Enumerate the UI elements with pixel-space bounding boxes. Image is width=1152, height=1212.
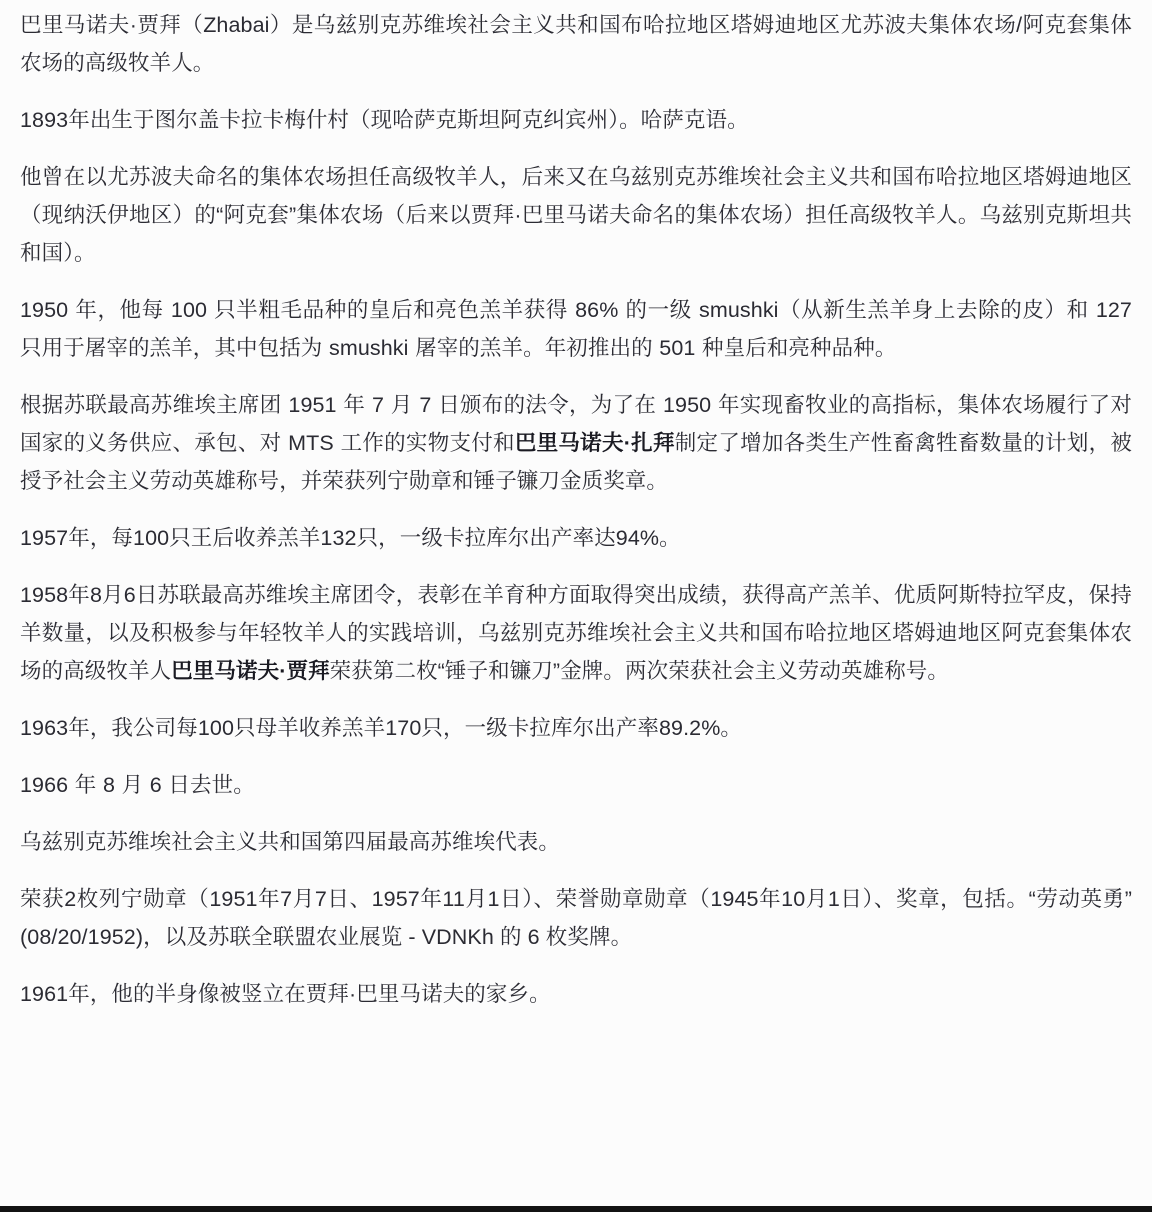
bottom-edge-bar	[0, 1206, 1152, 1212]
paragraph-year-1963: 1963年，我公司每100只母羊收养羔羊170只，一级卡拉库尔出产率89.2%。	[20, 716, 743, 740]
paragraph-decree-1958	[20, 576, 1132, 690]
paragraph-intro: 巴里马诺夫·贾拜（Zhabai）是乌兹别克苏维埃社会主义共和国布哈拉地区塔姆迪地区尤苏波夫集体农场/阿克套集体农场的高级牧羊人。	[20, 13, 1132, 75]
paragraph-birth: 1893年出生于图尔盖卡拉卡梅什村（现哈萨克斯坦阿克纠宾州）。哈萨克语。	[20, 108, 749, 132]
paragraph-decree-1951	[20, 386, 1132, 500]
text-run: 制定了增加各类生产性畜禽牲畜数量的计划，被授予社会主义劳动英雄称号，并荣获列宁勋章和锤子镰刀金质奖章。	[20, 431, 1132, 493]
emphasized-name: 巴里马诺夫·贾拜	[171, 659, 330, 683]
paragraph-death: 1966 年 8 月 6 日去世。	[20, 773, 255, 797]
paragraph-deputy: 乌兹别克苏维埃社会主义共和国第四届最高苏维埃代表。	[20, 830, 561, 854]
emphasized-name: 巴里马诺夫·扎拜	[514, 431, 675, 455]
text-run: 荣获第二枚“锤子和镰刀”金牌。两次荣获社会主义劳动英雄称号。	[329, 659, 949, 683]
paragraph-year-1957: 1957年，每100只王后收养羔羊132只，一级卡拉库尔出产率达94%。	[20, 526, 681, 550]
text-run: 1958年8月6日苏联最高苏维埃主席团令，表彰在羊育种方面取得突出成绩，获得高产羔羊、优质阿斯特拉罕皮，保持羊数量，以及积极参与年轻牧羊人的实践培训，乌兹别克苏维埃社会主义共和国布哈拉地区塔姆迪地区阿克套集体农场的高级牧羊人	[20, 583, 1132, 683]
paragraph-year-1950: 1950 年，他每 100 只半粗毛品种的皇后和亮色羔羊获得 86% 的一级 smushki（从新生羔羊身上去除的皮）和 127 只用于屠宰的羔羊，其中包括为 smushki 屠宰的羔羊。年初推出的 501 种皇后和亮种品种。	[20, 298, 1139, 360]
paragraph-bust-1961: 1961年，他的半身像被竖立在贾拜·巴里马诺夫的家乡。	[20, 982, 551, 1006]
paragraph-career: 他曾在以尤苏波夫命名的集体农场担任高级牧羊人，后来又在乌兹别克苏维埃社会主义共和国布哈拉地区塔姆迪地区（现纳沃伊地区）的“阿克套”集体农场（后来以贾拜·巴里马诺夫命名的集体农场）担任高级牧羊人。乌兹别克斯坦共和国）。	[20, 165, 1132, 265]
paragraph-awards: 荣获2枚列宁勋章（1951年7月7日、1957年11月1日）、荣誉勋章勋章（1945年10月1日）、奖章，包括。“劳动英勇”(08/20/1952)，以及苏联全联盟农业展览 - VDNKh 的 6 枚奖牌。	[20, 887, 1132, 949]
text-run: 根据苏联最高苏维埃主席团 1951 年 7 月 7 日颁布的法令，为了在 1950 年实现畜牧业的高指标，集体农场履行了对国家的义务供应、承包、对 MTS 工作的实物支付和	[20, 393, 1132, 455]
article-body	[20, 6, 1139, 1013]
